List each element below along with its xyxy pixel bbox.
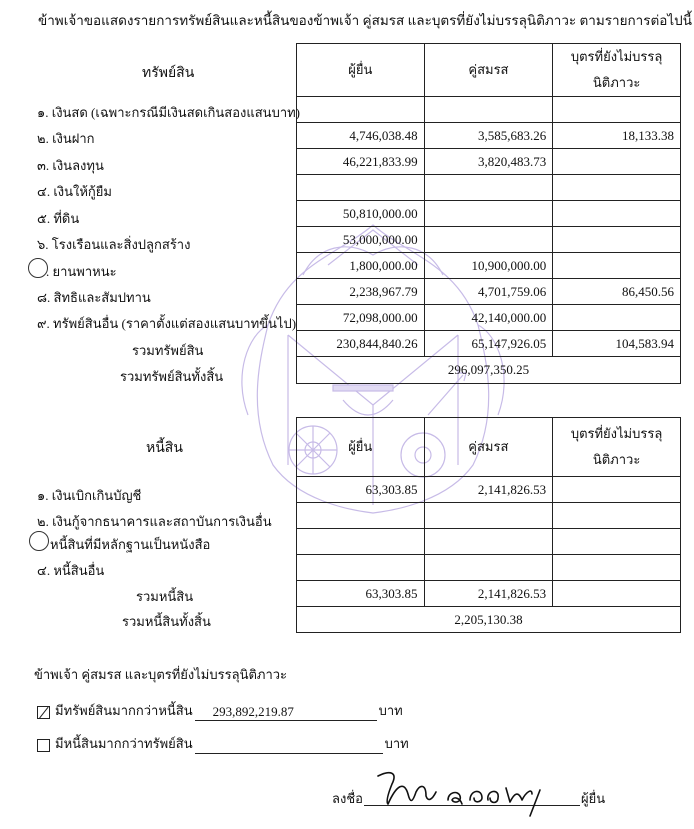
cell [553, 227, 681, 253]
liability-label-overdraft: ๑. เงินเบิกเกินบัญชี [37, 488, 142, 503]
cell: 65,147,926.05 [424, 331, 553, 357]
cell [553, 581, 681, 607]
cell: 4,746,038.48 [297, 123, 425, 149]
amount-value: 293,892,219.87 [212, 704, 294, 719]
cell [553, 305, 681, 331]
cell [424, 97, 553, 123]
table-row [297, 253, 681, 279]
assets-header-row [297, 44, 681, 97]
cell: 63,303.85 [297, 477, 425, 503]
table-row [297, 503, 681, 529]
cell [553, 175, 681, 201]
table-row [297, 149, 681, 175]
assets-grand-total-value: 296,097,350.25 [297, 357, 681, 384]
table-row [297, 279, 681, 305]
cell: 104,583.94 [553, 331, 681, 357]
asset-label-buildings: ๖. โรงเรือนและสิ่งปลูกสร้าง [37, 237, 191, 252]
cell [553, 503, 681, 529]
cell: 3,820,483.73 [424, 149, 553, 175]
col-header-child: บุตรที่ยังไม่บรรลุ นิติภาวะ [553, 44, 681, 97]
summary-heading: ข้าพเจ้า คู่สมรส และบุตรที่ยังไม่บรรลุนิติภาวะ [34, 667, 288, 682]
asset-total-label: รวมทรัพย์สิน [132, 343, 204, 358]
cell: 1,800,000.00 [297, 253, 425, 279]
amount-field [195, 739, 383, 754]
cell [424, 227, 553, 253]
table-row [297, 201, 681, 227]
cell [553, 529, 681, 555]
asset-label-cash: ๑. เงินสด (เฉพาะกรณีมีเงินสดเกินสองแสนบาท) [37, 105, 301, 120]
liabilities-total-row [297, 581, 681, 607]
liabilities-header-row [297, 418, 681, 477]
table-row [297, 529, 681, 555]
liability-label-written-debts: หนี้สินที่มีหลักฐานเป็นหนังสือ [50, 537, 211, 552]
assets-grand-total-row [297, 357, 681, 384]
amount-field [195, 704, 377, 721]
assets-heading: ทรัพย์สิน [142, 66, 195, 81]
cell [297, 175, 425, 201]
cell: 10,900,000.00 [424, 253, 553, 279]
cell: 53,000,000.00 [297, 227, 425, 253]
cell: 46,221,833.99 [297, 149, 425, 175]
cell: 72,098,000.00 [297, 305, 425, 331]
option-assets-exceed [37, 700, 403, 721]
cell [553, 555, 681, 581]
checkbox-unchecked-icon[interactable] [37, 739, 50, 752]
liability-grand-total-label: รวมหนี้สินทั้งสิ้น [122, 614, 211, 629]
cell [297, 529, 425, 555]
cell: 4,701,759.06 [424, 279, 553, 305]
liabilities-grand-total-row [297, 607, 681, 633]
option-label: มีหนี้สินมากกว่าทรัพย์สิน [55, 736, 193, 751]
table-row [297, 227, 681, 253]
cell [297, 555, 425, 581]
unit-label: บาท [378, 703, 403, 718]
cell: 230,844,840.26 [297, 331, 425, 357]
liability-label-other: ๔. หนี้สินอื่น [37, 563, 105, 578]
option-label: มีทรัพย์สินมากกว่าหนี้สิน [55, 703, 193, 718]
col-header-spouse: คู่สมรส [424, 44, 553, 97]
cell [297, 97, 425, 123]
liabilities-heading: หนี้สิน [146, 441, 183, 456]
asset-label-rights: ๘. สิทธิและสัมปทาน [37, 290, 151, 305]
signature-prefix: ลงชื่อ [332, 791, 363, 806]
cell: 2,141,826.53 [424, 477, 553, 503]
checkbox-checked-icon[interactable] [37, 706, 50, 719]
cell [297, 503, 425, 529]
option-liabilities-exceed [37, 733, 409, 754]
cell [424, 175, 553, 201]
table-row [297, 555, 681, 581]
asset-label-vehicles: . ยานพาหนะ [46, 264, 117, 279]
col-header-spouse: คู่สมรส [424, 418, 553, 477]
assets-table [296, 43, 681, 384]
asset-label-investments: ๓. เงินลงทุน [37, 158, 104, 173]
cell [424, 555, 553, 581]
assets-total-row [297, 331, 681, 357]
cell: 42,140,000.00 [424, 305, 553, 331]
cell: 63,303.85 [297, 581, 425, 607]
liabilities-table [296, 417, 681, 633]
table-row [297, 305, 681, 331]
cell [553, 477, 681, 503]
cell: 2,141,826.53 [424, 581, 553, 607]
col-header-child: บุตรที่ยังไม่บรรลุ นิติภาวะ [553, 418, 681, 477]
table-row [297, 97, 681, 123]
liability-label-bank-loans: ๒. เงินกู้จากธนาคารและสถาบันการเงินอื่น [37, 514, 272, 529]
asset-grand-total-label: รวมทรัพย์สินทั้งสิ้น [120, 369, 224, 384]
col-header-filer: ผู้ยื่น [297, 418, 425, 477]
cell [553, 253, 681, 279]
unit-label: บาท [384, 736, 409, 751]
cell: 86,450.56 [553, 279, 681, 305]
cell [553, 149, 681, 175]
asset-label-loans-given: ๔. เงินให้กู้ยืม [37, 184, 112, 199]
liability-total-label: รวมหนี้สิน [136, 589, 194, 604]
cell: 2,238,967.79 [297, 279, 425, 305]
cell [424, 201, 553, 227]
cell [553, 201, 681, 227]
table-row [297, 175, 681, 201]
cell: 3,585,683.26 [424, 123, 553, 149]
liabilities-grand-total-value: 2,205,130.38 [297, 607, 681, 633]
cell [424, 503, 553, 529]
table-row [297, 477, 681, 503]
signature-suffix: ผู้ยื่น [580, 791, 606, 806]
amount-value [195, 739, 213, 754]
cell: 50,810,000.00 [297, 201, 425, 227]
redaction-circle-icon [29, 531, 49, 551]
intro-statement: ข้าพเจ้าขอแสดงรายการทรัพย์สินและหนี้สินของข้าพเจ้า คู่สมรส และบุตรที่ยังไม่บรรลุนิติภาวะ ตามรายการต่อไปนี้ [38, 13, 692, 28]
redaction-circle-icon [28, 258, 48, 278]
asset-label-other: ๙. ทรัพย์สินอื่น (ราคาตั้งแต่สองแสนบาทขึ้นไป) [37, 316, 297, 331]
cell [424, 529, 553, 555]
asset-label-deposits: ๒. เงินฝาก [37, 131, 95, 146]
cell [553, 97, 681, 123]
col-header-filer: ผู้ยื่น [297, 44, 425, 97]
table-row [297, 123, 681, 149]
handwritten-signature-icon [370, 766, 555, 826]
cell: 18,133.38 [553, 123, 681, 149]
asset-label-land: ๕. ที่ดิน [37, 211, 80, 226]
